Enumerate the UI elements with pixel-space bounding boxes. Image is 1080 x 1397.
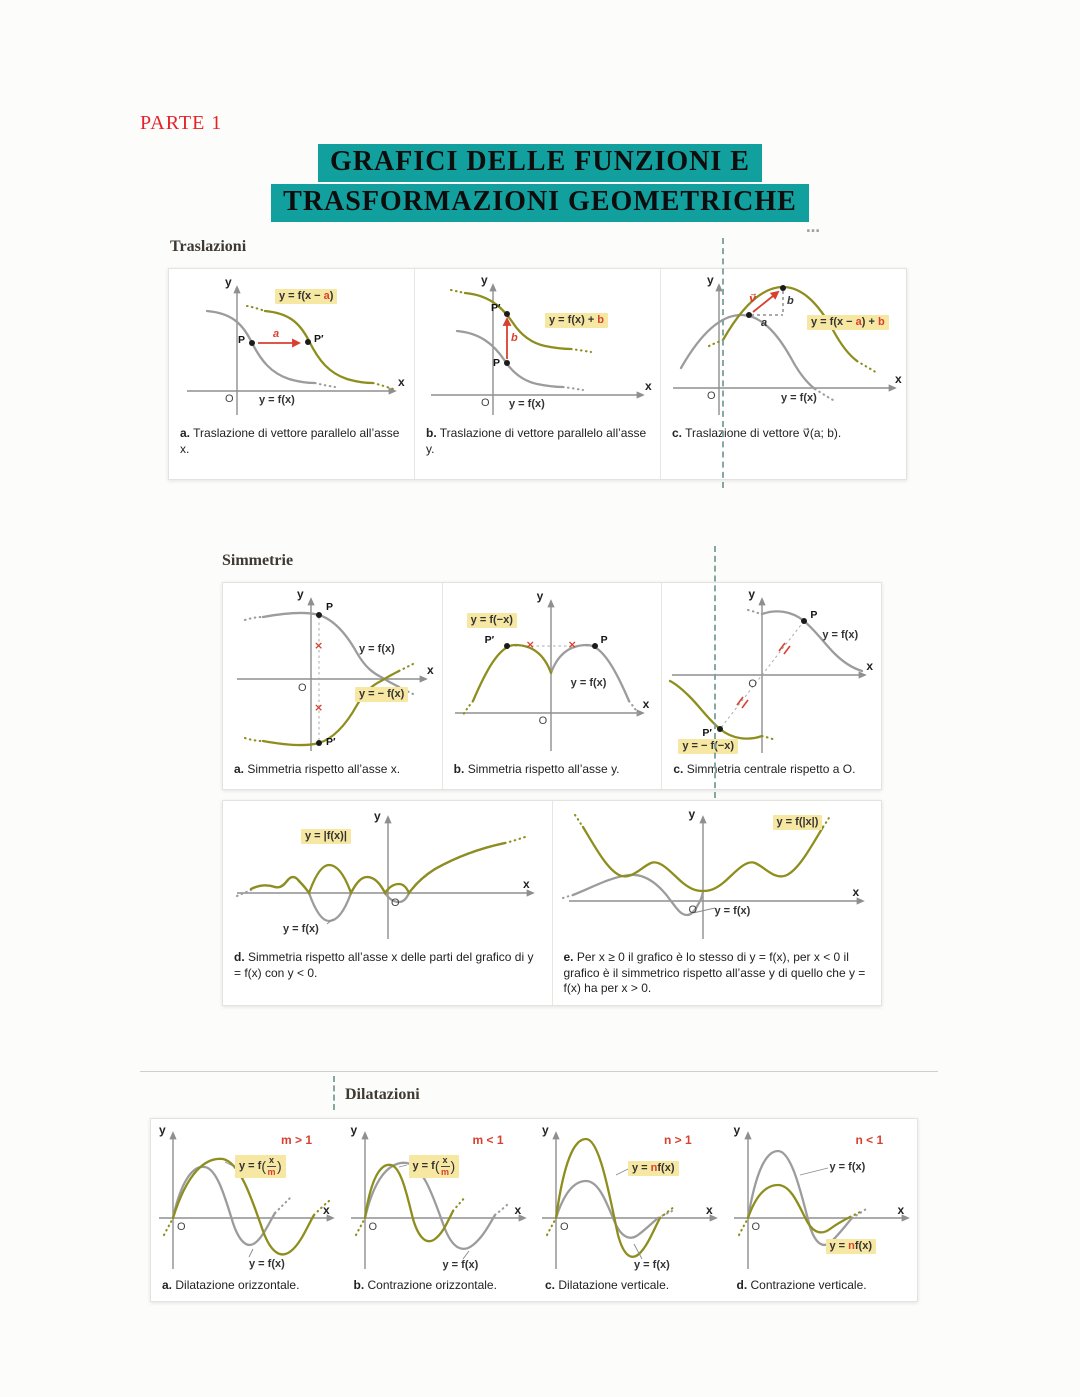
point-p-prime-dot: [504, 643, 510, 649]
curve-fx-dotted-tail: [275, 1197, 291, 1213]
frac-num: x: [442, 1155, 448, 1165]
figure-f-valore-assoluto-x: [552, 801, 882, 1005]
y-axis-label: y: [374, 809, 381, 823]
point-p-prime-label: P′: [491, 302, 501, 314]
point-p-dot: [801, 618, 807, 624]
frac-fn: y = f: [412, 1159, 435, 1172]
graph-f-valore-assoluto-x: [553, 805, 882, 947]
condition-label: m < 1: [472, 1133, 504, 1147]
y-axis-label: y: [707, 273, 714, 287]
label-leader: [399, 1165, 407, 1167]
label-f-x: y = f(x): [442, 1259, 479, 1271]
title-line-2: TRASFORMAZIONI GEOMETRICHE: [271, 184, 809, 222]
graph-traslazione-asse-x: [169, 273, 414, 423]
translation-vector-arrow: [753, 292, 778, 312]
caption-letter: c.: [672, 426, 683, 440]
y-axis-label: y: [733, 1123, 741, 1137]
point-p-dot: [249, 340, 255, 346]
figure-caption: [415, 423, 660, 457]
paren-open: (: [261, 1158, 266, 1175]
distance-mark: ×: [314, 701, 324, 714]
figure-caption: [169, 423, 414, 457]
caption-text: Contrazione verticale.: [750, 1278, 867, 1292]
caption-text: Simmetria rispetto all’asse x.: [247, 762, 401, 776]
plot-canvas: [553, 805, 882, 947]
caption-letter: c.: [673, 762, 684, 776]
graph-valore-assoluto-fx: [223, 805, 552, 947]
label-f-minus-x: y = f(−x): [467, 613, 517, 628]
label-f-x: y = f(x): [259, 394, 295, 406]
point-p-prime-label: P′: [314, 333, 324, 345]
label-f-x-minus-a-plus-b: y = f(x − a) + b: [807, 315, 889, 330]
figure-caption: [443, 759, 662, 778]
traslazioni-panel: [168, 268, 907, 480]
caption-letter: d.: [234, 950, 245, 964]
distance-tick: [779, 643, 785, 651]
caption-text: Dilatazione verticale.: [558, 1278, 670, 1292]
label-leader: [800, 1168, 828, 1175]
graph-traslazione-asse-y: [415, 273, 660, 423]
figure-caption: [553, 947, 882, 997]
curve-shifted-dotted-lead: [709, 340, 723, 346]
figure-contrazione-verticale: [726, 1119, 918, 1301]
curve-shifted-dotted-tail: [373, 383, 393, 389]
label-f-abs-x: y = f(|x|): [773, 815, 823, 830]
label-f-x: y = f(x): [822, 629, 859, 641]
point-p-prime-label: P′: [484, 634, 495, 646]
caption-letter: a.: [234, 762, 245, 776]
y-axis-label: y: [225, 275, 232, 289]
origin-label: O: [177, 1221, 186, 1233]
page-title: [0, 144, 1080, 224]
y-axis-label: y: [481, 273, 488, 287]
label-f-x-over-m: [235, 1155, 286, 1178]
curve-fx-dotted-tail: [495, 1203, 509, 1215]
fraction: [441, 1156, 450, 1177]
curve-abs-fx-dotted-tail: [505, 837, 525, 843]
x-axis-label: x: [427, 663, 434, 677]
origin-label: O: [391, 897, 400, 909]
x-axis-label: x: [645, 379, 652, 393]
caption-text: Simmetria rispetto all’asse y.: [467, 762, 620, 776]
point-p-dot: [746, 312, 752, 318]
graph-contrazione-orizzontale: [343, 1123, 535, 1275]
x-axis-label: x: [642, 697, 650, 711]
section-divider: [140, 1071, 938, 1072]
figure-caption: [343, 1275, 535, 1294]
curve-fabsx-dotted-lead: [575, 815, 583, 827]
condition-label: n < 1: [855, 1133, 884, 1147]
fold-line: [714, 546, 716, 798]
distance-mark: ×: [525, 638, 535, 651]
x-axis-label: x: [852, 885, 860, 899]
origin-label: O: [688, 904, 698, 916]
point-p-dot: [316, 612, 322, 618]
point-p-label: P: [326, 601, 334, 613]
curve-fx: [457, 331, 563, 387]
plot-canvas: [534, 1123, 725, 1275]
y-axis-label: y: [297, 587, 304, 601]
paren-open: (: [434, 1158, 440, 1175]
curve-dotted-lead: [164, 1218, 173, 1235]
label-f-x-minus-a: y = f(x − a): [275, 289, 337, 304]
curve-fx: [173, 1167, 275, 1245]
curve-fx-dotted-lead: [748, 610, 762, 614]
label-minus-f-x: y = − f(x): [355, 687, 408, 702]
label-f-x: y = f(x): [249, 1258, 285, 1270]
label-f-x: y = f(x): [714, 905, 751, 917]
curve-shifted-dotted-lead: [247, 306, 265, 311]
x-axis-label: x: [323, 1203, 330, 1217]
distance-mark: ×: [314, 639, 324, 652]
caption-text: Dilatazione orizzontale.: [175, 1278, 300, 1292]
fraction: [267, 1156, 276, 1177]
vector-b-label: b: [511, 332, 518, 344]
point-p-prime-dot: [504, 311, 510, 317]
y-axis-label: y: [542, 1123, 549, 1137]
paren-close: ): [450, 1158, 456, 1175]
figure-simmetria-asse-x: [223, 583, 442, 789]
label-f-x-plus-b: y = f(x) + b: [545, 313, 608, 328]
x-axis-label: x: [398, 375, 405, 389]
dilatazioni-panel: [150, 1118, 918, 1302]
curve-mirror-dotted-tail: [762, 736, 776, 740]
caption-text: Traslazione di vettore v⃗(a; b).: [685, 426, 842, 440]
caption-letter: d.: [736, 1278, 748, 1292]
caption-letter: b.: [353, 1278, 365, 1292]
caption-text: Contrazione orizzontale.: [367, 1278, 497, 1292]
curve-abs-fx: [251, 843, 505, 893]
curve-fx: [573, 875, 703, 915]
label-abs-f-x: y = |f(x)|: [301, 829, 351, 844]
figure-caption: [726, 1275, 918, 1294]
point-p-prime-dot: [717, 726, 723, 732]
point-p-label: P: [810, 609, 818, 621]
y-axis-label: y: [748, 587, 756, 601]
origin-label: O: [707, 390, 716, 402]
figure-caption: [223, 947, 552, 981]
plot-canvas: [662, 587, 881, 759]
figure-simmetria-asse-y: [442, 583, 662, 789]
point-p-prime-label: P′: [702, 727, 712, 739]
figure-valore-assoluto-fx: [223, 801, 552, 1005]
label-f-x: y = f(x): [634, 1259, 670, 1271]
graph-simmetria-asse-y: [443, 587, 662, 759]
curve-fx-dotted-lead: [563, 895, 573, 898]
caption-text: Per x ≥ 0 il grafico è lo stesso di y = f(x), per x < 0 il grafico è il simmetrico rispetto all’asse y di quello che y = f(x) ha per x > 0.: [563, 950, 866, 996]
graph-simmetria-asse-x: [223, 587, 442, 759]
label-f-x: y = f(x): [570, 677, 607, 689]
distance-mark: ×: [567, 638, 577, 651]
graph-traslazione-vettore: [661, 273, 906, 423]
fold-line: [722, 238, 724, 488]
frac-den: m: [267, 1167, 276, 1177]
figure-traslazione-asse-x: [169, 269, 414, 479]
caption-text: Traslazione di vettore parallelo all’asse x.: [180, 426, 400, 456]
y-axis-label: y: [350, 1123, 358, 1137]
origin-label: O: [751, 1221, 761, 1233]
x-axis-label: x: [706, 1203, 713, 1217]
origin-label: O: [481, 397, 490, 409]
curve-fx: [681, 315, 815, 389]
curve-fx-dotted-tail: [315, 383, 335, 387]
point-p-label: P: [493, 357, 501, 369]
curve-fx: [207, 311, 315, 383]
point-p-prime-dot: [780, 285, 786, 291]
fold-line: [333, 1076, 335, 1110]
point-p-prime-label: P′: [326, 736, 336, 748]
curve-scaled-dotted-tail: [453, 1197, 465, 1211]
graph-dilatazione-orizzontale: [151, 1123, 343, 1275]
side-b-label: b: [787, 295, 794, 307]
section-heading-traslazioni: Traslazioni: [170, 238, 247, 255]
plot-canvas: [151, 1123, 342, 1275]
section-heading-dilatazioni: Dilatazioni: [345, 1086, 420, 1103]
figure-traslazione-asse-y: [414, 269, 660, 479]
label-n-f-x: y = nf(x): [628, 1161, 679, 1176]
caption-text: Simmetria rispetto all’asse x delle parti del grafico di y = f(x) con y < 0.: [234, 950, 534, 980]
section-heading-simmetrie: Simmetrie: [222, 552, 294, 569]
graph-simmetria-centrale: [662, 587, 881, 759]
curve-shifted: [265, 311, 373, 383]
graph-dilatazione-verticale: [534, 1123, 726, 1275]
origin-label: O: [748, 678, 757, 690]
origin-label: O: [560, 1221, 569, 1233]
page-dots-mark: …: [806, 220, 823, 236]
label-f-x-over-m: [409, 1155, 460, 1178]
curve-scaled: [748, 1185, 850, 1232]
label-leader: [616, 1169, 628, 1175]
caption-letter: c.: [545, 1278, 556, 1292]
curve-shifted-dotted-tail: [857, 361, 877, 373]
curve-shifted-dotted-tail: [571, 349, 591, 352]
label-f-x: y = f(x): [509, 398, 545, 410]
curve-scaled: [556, 1139, 660, 1257]
curve-dotted-lead: [356, 1218, 365, 1235]
label-f-x: y = f(x): [829, 1161, 866, 1173]
x-axis-label: x: [514, 1203, 522, 1217]
y-axis-label: y: [688, 807, 696, 821]
label-leader: [463, 1251, 469, 1259]
distance-tick: [784, 646, 790, 654]
part-label: PARTE 1: [140, 112, 223, 134]
point-p-prime-dot: [316, 740, 322, 746]
label-f-x: y = f(x): [781, 392, 817, 404]
curve-fabsx-dotted-tail: [823, 815, 831, 827]
label-f-x: y = f(x): [359, 643, 395, 655]
y-axis-label: y: [159, 1123, 166, 1137]
distance-tick: [742, 700, 748, 708]
title-line-1: GRAFICI DELLE FUNZIONI E: [318, 144, 762, 182]
x-axis-label: x: [895, 372, 902, 386]
point-p-label: P: [238, 334, 246, 346]
condition-label: m > 1: [281, 1133, 313, 1147]
figure-traslazione-vettore: [660, 269, 906, 479]
side-a-label: a: [761, 317, 768, 329]
curve-mirror-dotted-lead: [245, 738, 263, 741]
point-p-dot: [592, 643, 598, 649]
frac-num: x: [269, 1155, 275, 1165]
figure-dilatazione-verticale: [534, 1119, 726, 1301]
label-n-f-x: y = nf(x): [826, 1239, 877, 1254]
figure-caption: [151, 1275, 343, 1294]
simmetrie-panel-2: [222, 800, 882, 1006]
caption-letter: e.: [563, 950, 574, 964]
curve-mirror: [263, 671, 399, 745]
vector-v-label: v⃗: [749, 293, 757, 305]
curve-dotted-lead: [547, 1218, 556, 1235]
origin-label: O: [368, 1221, 378, 1233]
figure-contrazione-orizzontale: [343, 1119, 535, 1301]
y-axis-label: y: [536, 589, 544, 603]
curve-shifted-dotted-lead: [451, 290, 465, 293]
paren-close: ): [277, 1158, 282, 1175]
figure-caption: [223, 759, 442, 778]
curve-fx-dotted-tail: [563, 387, 583, 390]
point-p-prime-dot: [305, 339, 311, 345]
figure-dilatazione-orizzontale: [151, 1119, 343, 1301]
condition-label: n > 1: [664, 1133, 692, 1147]
curve-mirror-dotted-tail: [399, 664, 413, 671]
origin-label: O: [298, 682, 307, 694]
plot-canvas: [726, 1123, 917, 1275]
caption-text: Simmetria centrale rispetto a O.: [686, 762, 856, 776]
curve-mirror: [473, 645, 551, 701]
figure-caption: [661, 423, 906, 442]
point-p-label: P: [600, 634, 608, 646]
figure-caption: [662, 759, 881, 778]
origin-label: O: [225, 393, 234, 405]
figure-simmetria-centrale: [661, 583, 881, 789]
caption-letter: b.: [426, 426, 437, 440]
label-f-x: y = f(x): [283, 923, 319, 935]
x-axis-label: x: [866, 659, 874, 673]
x-axis-label: x: [897, 1203, 905, 1217]
curve-fx-dotted-tail: [815, 389, 835, 401]
label-leader: [249, 1249, 253, 1257]
point-p-dot: [504, 360, 510, 366]
graph-contrazione-verticale: [726, 1123, 918, 1275]
caption-letter: b.: [453, 762, 465, 776]
frac-den: m: [441, 1167, 450, 1177]
vector-a-label: a: [273, 328, 280, 340]
caption-letter: a.: [180, 426, 191, 440]
x-axis-label: x: [523, 877, 530, 891]
caption-letter: a.: [162, 1278, 173, 1292]
simmetrie-panel-1: [222, 582, 882, 790]
curve-dotted-lead: [739, 1218, 748, 1235]
label-minus-f-minus-x: y = − f(−x): [678, 739, 738, 754]
plot-canvas: [223, 805, 552, 947]
figure-caption: [534, 1275, 726, 1294]
curve-fx: [551, 645, 629, 701]
curve-fx-dotted-lead: [245, 617, 263, 620]
frac-fn: y = f: [239, 1159, 262, 1172]
origin-label: O: [538, 715, 548, 727]
plot-canvas: [343, 1123, 534, 1275]
caption-text: Traslazione di vettore parallelo all’asse y.: [426, 426, 647, 456]
